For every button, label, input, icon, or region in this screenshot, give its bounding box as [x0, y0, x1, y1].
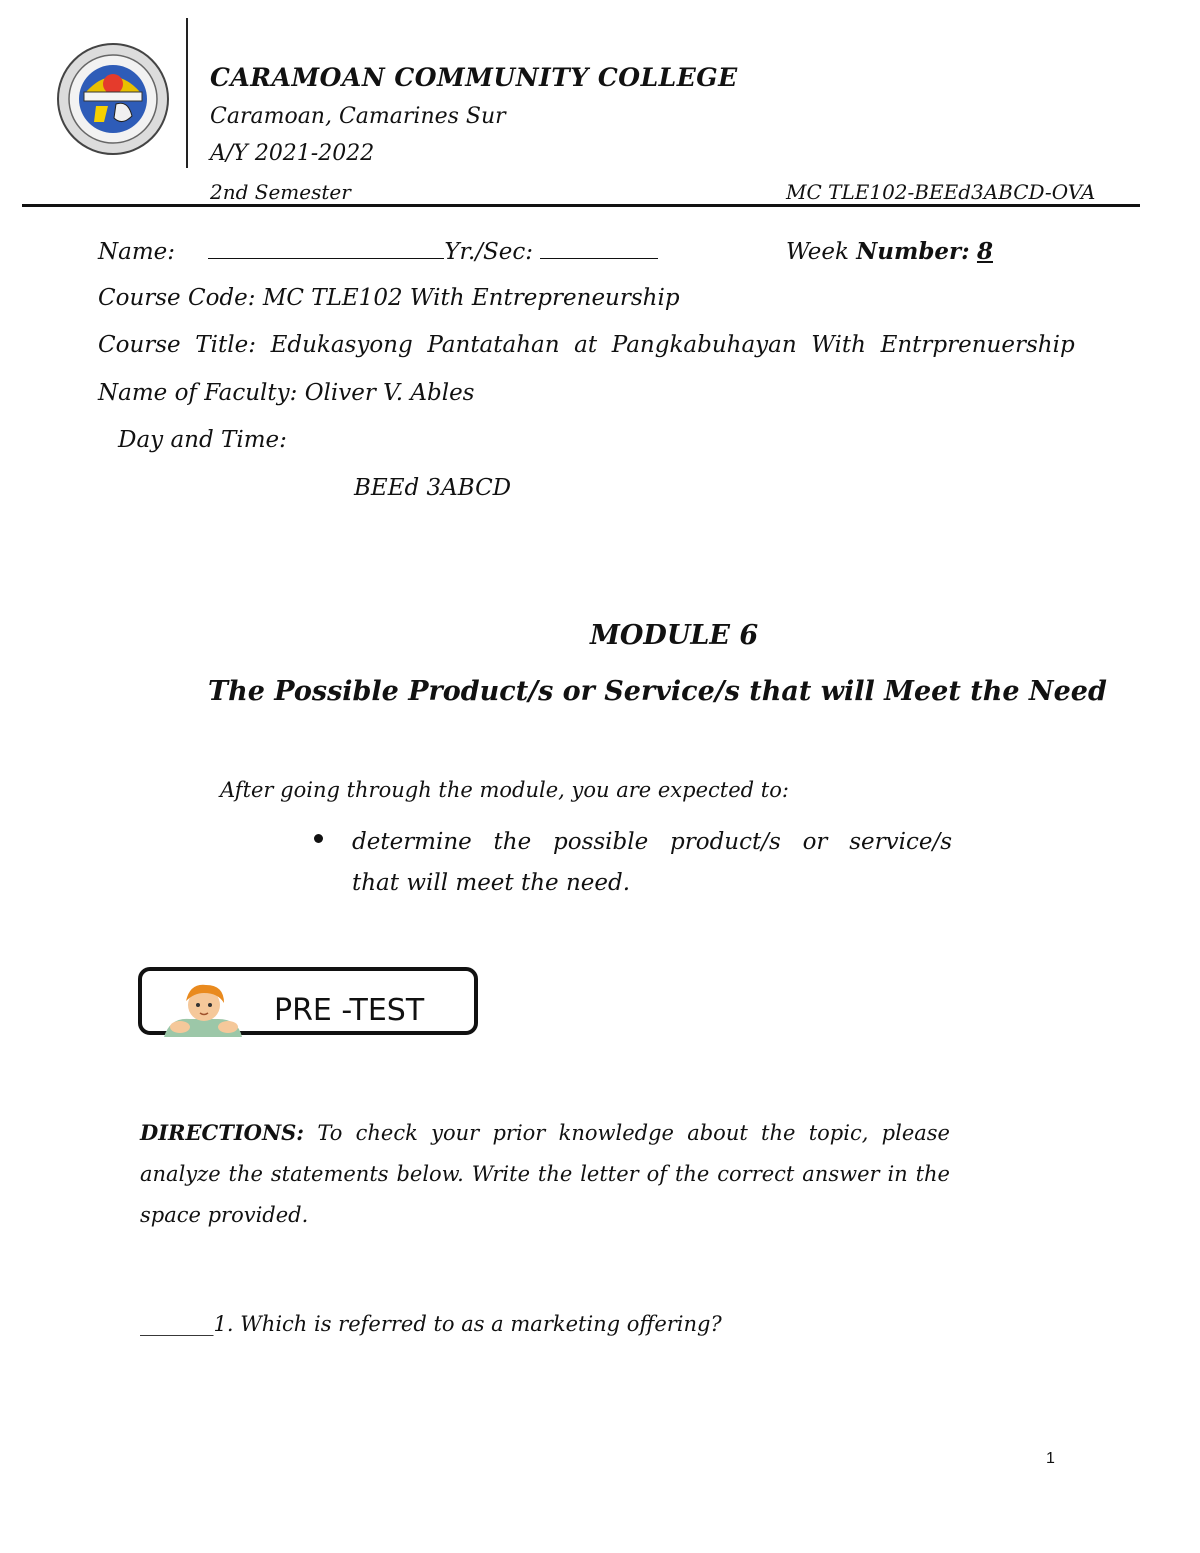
- bullet-icon: [314, 834, 323, 843]
- directions-text: To check your prior knowledge about the topic, please analyze the statements below. Write the letter of the correct answer in the space provided.: [140, 1121, 950, 1227]
- yrsec-label: Yr./Sec:: [444, 239, 534, 265]
- directions-label: DIRECTIONS:: [140, 1120, 305, 1145]
- college-name: CARAMOAN COMMUNITY COLLEGE: [210, 63, 738, 92]
- course-code: Course Code: MC TLE102 With Entrepreneurship: [98, 285, 680, 311]
- page-number: 1: [1046, 1450, 1055, 1467]
- faculty-name: Name of Faculty: Oliver V. Ables: [98, 380, 475, 406]
- header-rule: [22, 204, 1140, 207]
- week-number-value: 8: [976, 238, 993, 265]
- course-title: Course Title: Edukasyong Pantatahan at Pangkabuhayan With Entrprenuership: [98, 332, 1075, 358]
- week-number-label: Number:: [856, 238, 970, 265]
- objective-intro: After going through the module, you are expected to:: [220, 778, 789, 802]
- student-info-row: [98, 238, 1138, 265]
- college-seal-icon: [56, 42, 170, 156]
- college-address: Caramoan, Camarines Sur: [210, 104, 506, 129]
- module-number: MODULE 6: [590, 620, 759, 651]
- week-label: Week: [786, 239, 849, 265]
- document-code: MC TLE102-BEEd3ABCD-OVA: [786, 180, 1096, 204]
- academic-year: A/Y 2021-2022: [210, 141, 375, 166]
- yrsec-blank[interactable]: [540, 238, 658, 259]
- module-title: The Possible Product/s or Service/s that will Meet the Need: [208, 676, 1107, 707]
- header-divider: [186, 18, 188, 168]
- name-label: Name:: [98, 239, 176, 265]
- day-and-time: Day and Time:: [118, 427, 287, 453]
- thinking-child-icon: [160, 983, 244, 1037]
- pretest-label: PRE -TEST: [274, 993, 425, 1028]
- week-field: [786, 238, 993, 265]
- objective-item: determine the possible product/s or service/s that will meet the need.: [352, 829, 960, 896]
- question-1: _______1. Which is referred to as a marketing offering?: [140, 1312, 722, 1336]
- pretest-banner: [138, 967, 478, 1035]
- section: BEEd 3ABCD: [354, 475, 512, 501]
- name-blank[interactable]: [208, 238, 444, 259]
- directions: [140, 1112, 950, 1236]
- semester: 2nd Semester: [210, 180, 351, 204]
